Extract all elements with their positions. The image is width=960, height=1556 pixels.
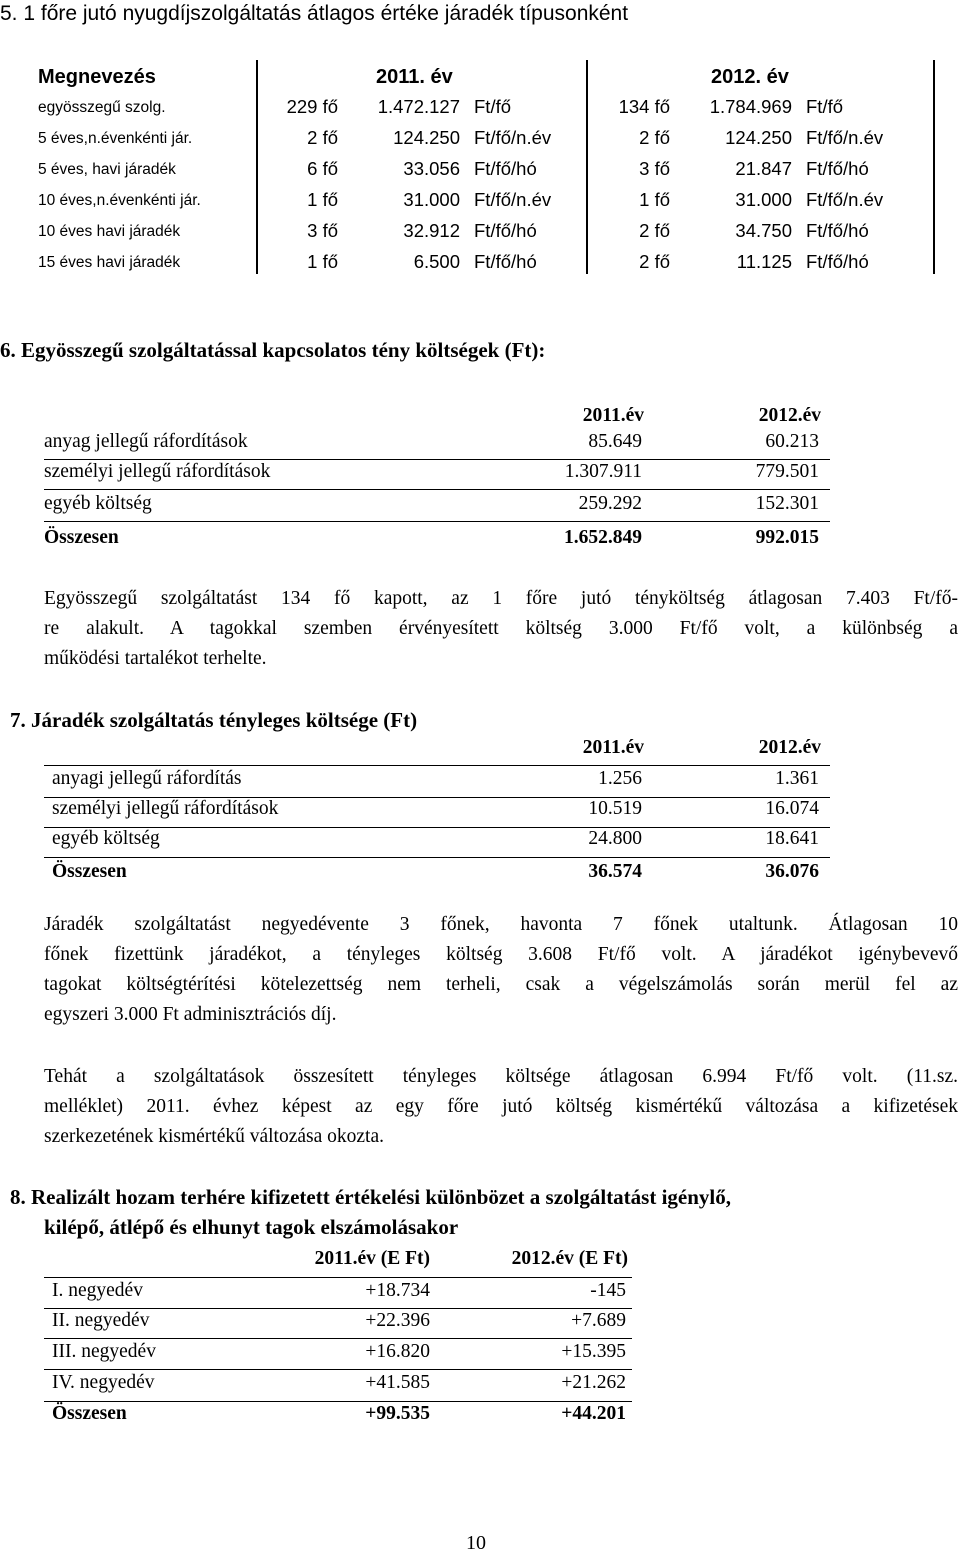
row-unit-2011: Ft/fő/n.év <box>474 127 552 148</box>
cost-row-2011: 259.292 <box>578 493 642 514</box>
row-value-2011: 33.056 <box>403 158 460 179</box>
quarter-row-2011: +18.734 <box>365 1280 430 1301</box>
cost-row-2012: 152.301 <box>755 493 819 514</box>
row-unit-2011: Ft/fő/n.év <box>474 189 552 210</box>
row-name: egyösszegű szolg. <box>38 99 166 116</box>
section6-title: 6. Egyösszegű szolgáltatással kapcsolatos tény költségek (Ft): <box>0 338 546 362</box>
row-unit-2012: Ft/fő/hó <box>806 158 869 179</box>
quarter-row-2011: +41.585 <box>365 1372 430 1393</box>
row-rule <box>44 857 830 858</box>
cost-row-label: személyi jellegű ráfordítások <box>44 461 271 482</box>
header-2011: 2011. év <box>376 66 453 88</box>
row-value-2012: 11.125 <box>736 251 792 272</box>
s8-rule <box>44 1401 632 1402</box>
row-unit-2011: Ft/fő/hó <box>474 220 537 241</box>
section7-title: 7. Járadék szolgáltatás tényleges költsége (Ft) <box>10 708 418 732</box>
table-row <box>38 185 938 217</box>
row-name: 15 éves havi járadék <box>38 254 181 271</box>
s8-total-label: Összesen <box>52 1403 127 1424</box>
table-divider <box>256 60 258 274</box>
header-2012: 2012. év <box>711 66 789 88</box>
section5-title: 5. 1 főre jutó nyugdíjszolgáltatás átlagos értéke járadék típusonként <box>0 2 629 25</box>
row-unit-2011: Ft/fő/hó <box>474 251 537 272</box>
paragraph-line: Egyösszegű szolgáltatást 134 fő kapott, az 1 főre jutó tényköltség átlagosan 7.403 Ft/fő- <box>44 588 958 609</box>
row-value-2012: 34.750 <box>735 220 792 241</box>
row-unit-2011: Ft/fő/hó <box>474 158 537 179</box>
row-unit-2012: Ft/fő/hó <box>806 251 869 272</box>
row-rule <box>44 489 830 490</box>
cost-row-label: személyi jellegű ráfordítások <box>52 798 279 819</box>
table-header-row <box>38 60 938 92</box>
cost-row-label: egyéb költség <box>52 828 160 849</box>
quarter-row-2012: +7.689 <box>571 1310 626 1331</box>
row-rule <box>44 521 830 522</box>
quarter-row-label: III. negyedév <box>52 1341 156 1362</box>
row-count-2011: 1 fő <box>307 189 338 210</box>
row-count-2011: 3 fő <box>307 220 338 241</box>
row-count-2011: 2 fő <box>307 127 338 148</box>
quarter-row-2011: +16.820 <box>365 1341 430 1362</box>
row-count-2012: 2 fő <box>639 220 670 241</box>
s6-col-2011: 2011.év <box>582 405 644 426</box>
row-name: 5 éves,n.évenkénti jár. <box>38 130 193 147</box>
table-row <box>38 247 938 279</box>
row-count-2011: 1 fő <box>307 251 338 272</box>
row-unit-2012: Ft/fő <box>806 96 844 117</box>
cost-row-2012: 1.361 <box>775 768 819 789</box>
s8-col-2011: 2011.év (E Ft) <box>314 1248 430 1269</box>
cost-row-label: anyag jellegű ráfordítások <box>44 431 248 452</box>
cost-row-2011: 1.256 <box>598 768 642 789</box>
row-name: 10 éves,n.évenkénti jár. <box>38 192 201 209</box>
row-name: 5 éves, havi járadék <box>38 161 176 178</box>
quarter-row-2012: -145 <box>590 1280 626 1301</box>
s7-col-2011: 2011.év <box>582 737 644 758</box>
row-value-2011: 31.000 <box>403 189 460 210</box>
quarter-row-label: IV. negyedév <box>52 1372 155 1393</box>
paragraph-line: tagokat költségtérítési kötelezettség nem terheli, csak a végelszámolás során merül fel az <box>44 974 958 995</box>
s7-paragraph-2 <box>44 1062 958 1152</box>
quarter-row-label: II. negyedév <box>52 1310 150 1331</box>
row-count-2012: 2 fő <box>639 127 670 148</box>
quarter-row-2011: +22.396 <box>365 1310 430 1331</box>
paragraph-line: szerkezetének kismértékű változása okozta. <box>44 1126 385 1147</box>
row-count-2012: 134 fő <box>618 96 670 117</box>
cost-row-2011: 24.800 <box>588 828 642 849</box>
s7-total-2011: 36.574 <box>588 861 642 882</box>
cost-row-label: anyagi jellegű ráfordítás <box>52 768 242 789</box>
s7-paragraph-1 <box>44 910 958 1030</box>
s7-total-2012: 36.076 <box>765 861 819 882</box>
cost-row-2012: 60.213 <box>765 431 819 452</box>
quarter-row-label: I. negyedév <box>52 1280 143 1301</box>
paragraph-line: főnek fizettünk járadékot, a tényleges költség 3.608 Ft/fő volt. A járadékot igénybevevő <box>44 944 958 965</box>
row-count-2011: 6 fő <box>307 158 338 179</box>
table-row <box>38 92 938 124</box>
quarter-row-2012: +21.262 <box>561 1372 626 1393</box>
paragraph-line: Járadék szolgáltatást negyedévente 3 főnek, havonta 7 főnek utaltunk. Átlagosan 10 <box>44 914 958 935</box>
row-rule <box>44 827 830 828</box>
s7-rule <box>44 765 830 766</box>
cost-row-2011: 85.649 <box>588 431 642 452</box>
row-value-2012: 124.250 <box>725 127 792 148</box>
row-name: 10 éves havi járadék <box>38 223 181 240</box>
row-value-2011: 1.472.127 <box>377 96 460 117</box>
table-divider <box>933 60 935 274</box>
s6-total-2011: 1.652.849 <box>564 527 642 548</box>
table-row <box>38 216 938 248</box>
section8-title-line1: 8. Realizált hozam terhére kifizetett értékelési különbözet a szolgáltatást igénylő, <box>10 1185 732 1209</box>
cost-row-2011: 10.519 <box>588 798 642 819</box>
paragraph-line: re alakult. A tagokkal szemben érvényesített költség 3.000 Ft/fő volt, a különbség a <box>44 618 958 639</box>
row-unit-2012: Ft/fő/n.év <box>806 189 884 210</box>
row-value-2012: 1.784.969 <box>709 96 792 117</box>
s7-col-2012: 2012.év <box>758 737 821 758</box>
cost-row-2011: 1.307.911 <box>564 461 642 482</box>
row-value-2011: 124.250 <box>393 127 460 148</box>
s6-paragraph <box>44 584 958 674</box>
section8-title-line2: kilépő, átlépő és elhunyt tagok elszámolásakor <box>44 1215 459 1239</box>
row-unit-2012: Ft/fő/hó <box>806 220 869 241</box>
row-value-2012: 31.000 <box>735 189 792 210</box>
row-rule <box>44 1338 632 1339</box>
row-unit-2011: Ft/fő <box>474 96 512 117</box>
cost-row-2012: 16.074 <box>765 798 819 819</box>
s6-col-2012: 2012.év <box>758 405 821 426</box>
s8-rule <box>44 1277 632 1278</box>
table-row <box>38 154 938 186</box>
s6-total-2012: 992.015 <box>755 527 819 548</box>
paragraph-line: melléklet) 2011. évhez képest az egy főre jutó költség kismértékű változása a kifizetések <box>44 1096 958 1117</box>
table-divider <box>586 60 588 274</box>
paragraph-line: egyszeri 3.000 Ft adminisztrációs díj. <box>44 1004 337 1025</box>
row-value-2012: 21.847 <box>735 158 792 179</box>
row-rule <box>44 1369 632 1370</box>
cost-row-2012: 779.501 <box>755 461 819 482</box>
row-count-2011: 229 fő <box>286 96 338 117</box>
row-count-2012: 1 fő <box>639 189 670 210</box>
row-count-2012: 3 fő <box>639 158 670 179</box>
row-unit-2012: Ft/fő/n.év <box>806 127 884 148</box>
cost-row-2012: 18.641 <box>765 828 819 849</box>
paragraph-line: működési tartalékot terhelte. <box>44 648 267 669</box>
s8-total-2012: +44.201 <box>561 1403 626 1424</box>
row-value-2011: 32.912 <box>403 220 460 241</box>
quarter-row-2012: +15.395 <box>561 1341 626 1362</box>
row-count-2012: 2 fő <box>639 251 670 272</box>
s6-total-label: Összesen <box>44 527 119 548</box>
s8-total-2011: +99.535 <box>365 1403 430 1424</box>
s7-total-label: Összesen <box>52 861 127 882</box>
header-name: Megnevezés <box>38 66 156 88</box>
paragraph-line: Tehát a szolgáltatások összesített tényleges költsége átlagosan 6.994 Ft/fő volt. (11.sz. <box>44 1066 958 1087</box>
row-value-2011: 6.500 <box>413 251 460 272</box>
cost-row-label: egyéb költség <box>44 493 152 514</box>
page-number: 10 <box>466 1532 486 1554</box>
table-row <box>38 123 938 155</box>
s8-col-2012: 2012.év (E Ft) <box>511 1248 628 1269</box>
